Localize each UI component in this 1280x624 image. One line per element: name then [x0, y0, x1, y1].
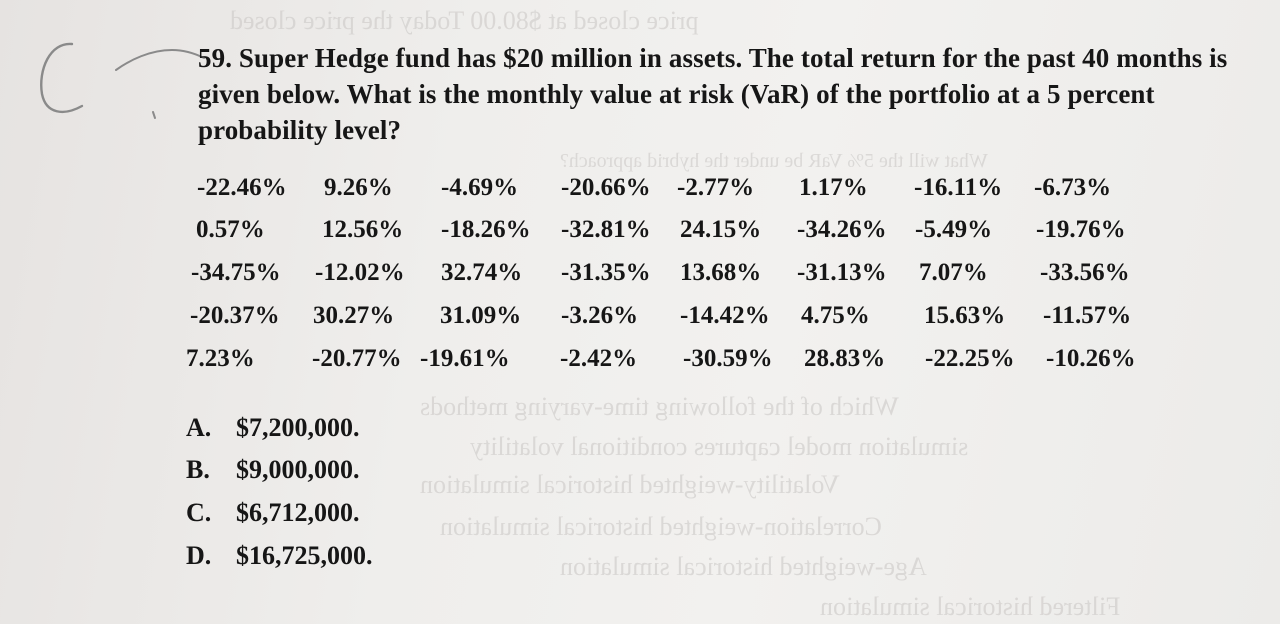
return-value: -2.77%	[677, 174, 755, 201]
return-value: 30.27%	[313, 302, 395, 329]
question-stem	[198, 40, 1258, 148]
return-value: -4.69%	[441, 174, 519, 201]
return-value: -33.56%	[1040, 259, 1130, 286]
return-value: 12.56%	[322, 216, 404, 243]
return-value: -19.61%	[420, 345, 510, 372]
return-value: -22.46%	[197, 174, 287, 201]
return-value: -11.57%	[1043, 302, 1132, 329]
option-letter: D.	[186, 541, 212, 570]
return-value: -14.42%	[680, 302, 770, 329]
return-value: 7.23%	[186, 345, 255, 372]
return-value: -32.81%	[561, 216, 651, 243]
bleed-through-text: Correlation-weighted historical simulation	[440, 512, 882, 541]
return-value: 4.75%	[801, 302, 870, 329]
answer-option-b	[186, 455, 360, 485]
option-value: $16,725,000.	[236, 541, 373, 570]
answer-option-d	[186, 541, 373, 571]
bleed-through-text: Which of the following time-varying methods	[420, 392, 899, 421]
return-value: 9.26%	[324, 174, 393, 201]
bleed-through-text: price closed at $80.00 Today the price closed	[230, 6, 699, 35]
return-value: -5.49%	[915, 216, 993, 243]
return-value: -20.77%	[312, 345, 402, 372]
return-value: 31.09%	[440, 302, 522, 329]
return-value: -18.26%	[441, 216, 531, 243]
return-value: -6.73%	[1034, 174, 1112, 201]
option-value: $7,200,000.	[236, 413, 360, 442]
return-value: 1.17%	[799, 174, 868, 201]
return-value: -31.13%	[797, 259, 887, 286]
answer-option-c	[186, 498, 360, 528]
option-letter: B.	[186, 455, 210, 484]
option-letter: C.	[186, 498, 212, 527]
return-value: -34.75%	[191, 259, 281, 286]
return-value: 32.74%	[441, 259, 523, 286]
pencil-c-mark-icon	[20, 30, 210, 130]
question-number: 59.	[198, 43, 233, 73]
option-value: $6,712,000.	[236, 498, 360, 527]
return-value: -19.76%	[1036, 216, 1126, 243]
return-value: -30.59%	[683, 345, 773, 372]
return-value: 15.63%	[924, 302, 1006, 329]
return-value: -16.11%	[914, 174, 1003, 201]
option-letter: A.	[186, 413, 212, 442]
return-value: -22.25%	[925, 345, 1015, 372]
return-value: -20.66%	[561, 174, 651, 201]
return-value: -34.26%	[797, 216, 887, 243]
question-text: Super Hedge fund has $20 million in assets. The total return for the past 40 months is given below. What is the monthly value at risk (VaR) of the portfolio at a 5 percent probability level?	[198, 43, 1228, 145]
option-value: $9,000,000.	[236, 455, 360, 484]
return-value: 13.68%	[680, 259, 762, 286]
bleed-through-text: What will the 5% VaR be under the hybrid approach?	[560, 150, 988, 172]
answer-option-a	[186, 413, 360, 443]
bleed-through-text: simulation model captures conditional volatility	[470, 432, 969, 461]
return-value: 28.83%	[804, 345, 886, 372]
return-value: -2.42%	[560, 345, 638, 372]
bleed-through-text: Volatility-weighted historical simulation	[420, 470, 840, 499]
return-value: 24.15%	[680, 216, 762, 243]
bleed-through-text: Filtered historical simulation	[820, 592, 1121, 621]
return-value: 0.57%	[196, 216, 265, 243]
return-value: -31.35%	[561, 259, 651, 286]
return-value: -12.02%	[315, 259, 405, 286]
return-value: -3.26%	[561, 302, 639, 329]
return-value: -20.37%	[190, 302, 280, 329]
bleed-through-text: Age-weighted historical simulation	[560, 552, 927, 581]
return-value: -10.26%	[1046, 345, 1136, 372]
return-value: 7.07%	[919, 259, 988, 286]
